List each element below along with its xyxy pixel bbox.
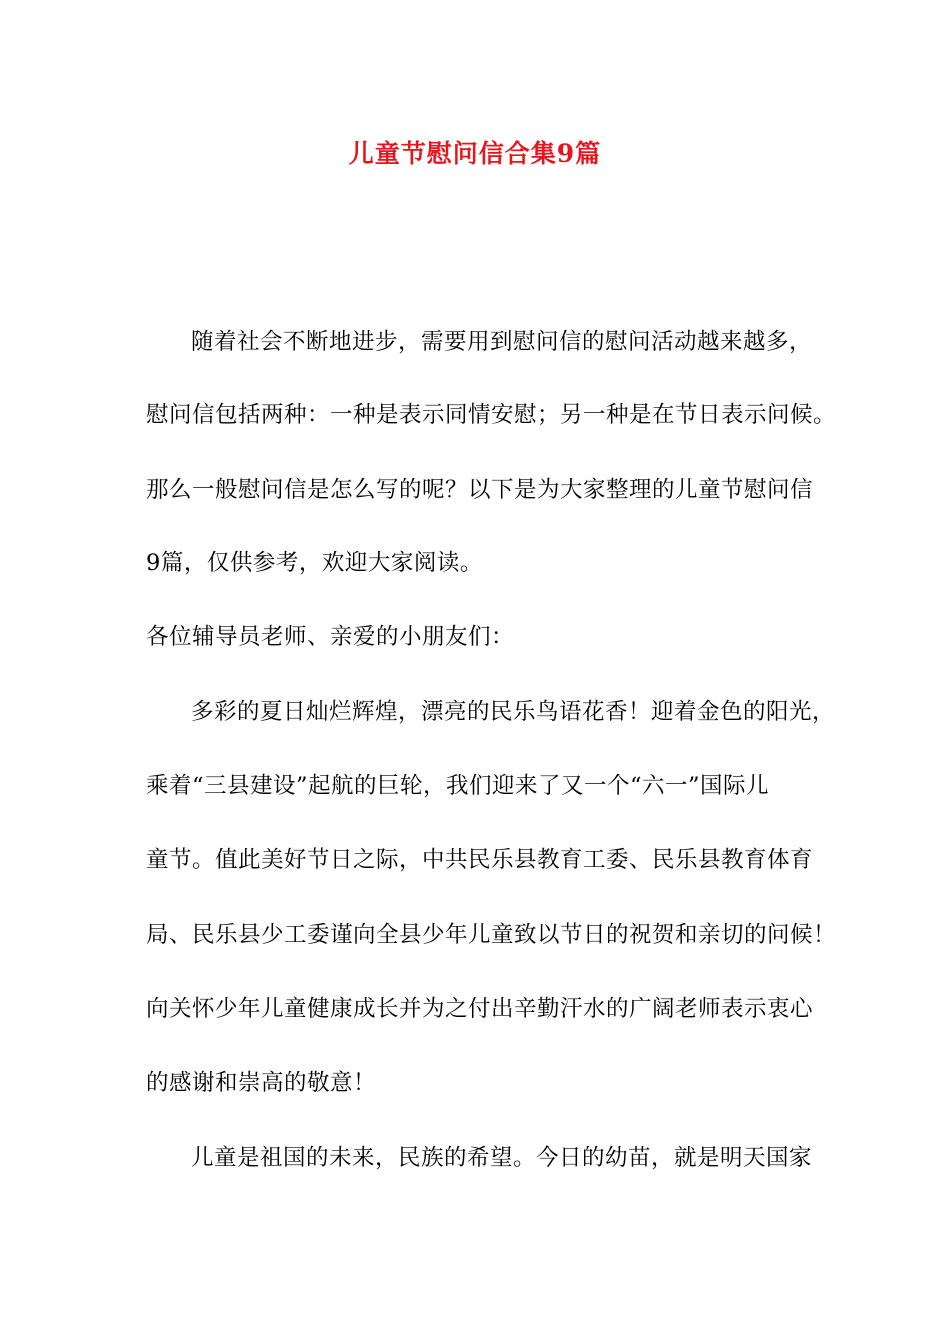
paragraph-line: 向关怀少年儿童健康成长并为之付出辛勤汗水的广阔老师表示衷心 [146, 996, 814, 1022]
paragraph-line: 多彩的夏日灿烂辉煌，漂亮的民乐鸟语花香！迎着金色的阳光， [191, 699, 836, 725]
paragraph-line: 9篇，仅供参考，欢迎大家阅读。 [146, 550, 483, 576]
paragraph-line: 童节。值此美好节日之际，中共民乐县教育工委、民乐县教育体育 [146, 847, 814, 873]
paragraph-line: 那么一般慰问信是怎么写的呢？以下是为大家整理的儿童节慰问信 [146, 477, 814, 503]
salutation-line: 各位辅导员老师、亲爱的小朋友们： [146, 624, 515, 650]
paragraph-line: 乘着“三县建设”起航的巨轮，我们迎来了又一个“六一”国际儿 [146, 773, 770, 799]
paragraph-line: 随着社会不断地进步，需要用到慰问信的慰问活动越来越多， [191, 329, 813, 355]
page-title: 儿童节慰问信合集9篇 [348, 139, 602, 168]
paragraph-line: 的感谢和崇高的敬意！ [146, 1070, 377, 1096]
paragraph-line: 局、民乐县少工委谨向全县少年儿童致以节日的祝贺和亲切的问候！ [146, 922, 837, 948]
paragraph-line: 慰问信包括两种：一种是表示同情安慰；另一种是在节日表示问候。 [146, 402, 837, 428]
paragraph-line: 儿童是祖国的未来，民族的希望。今日的幼苗，就是明天国家 [191, 1145, 813, 1171]
